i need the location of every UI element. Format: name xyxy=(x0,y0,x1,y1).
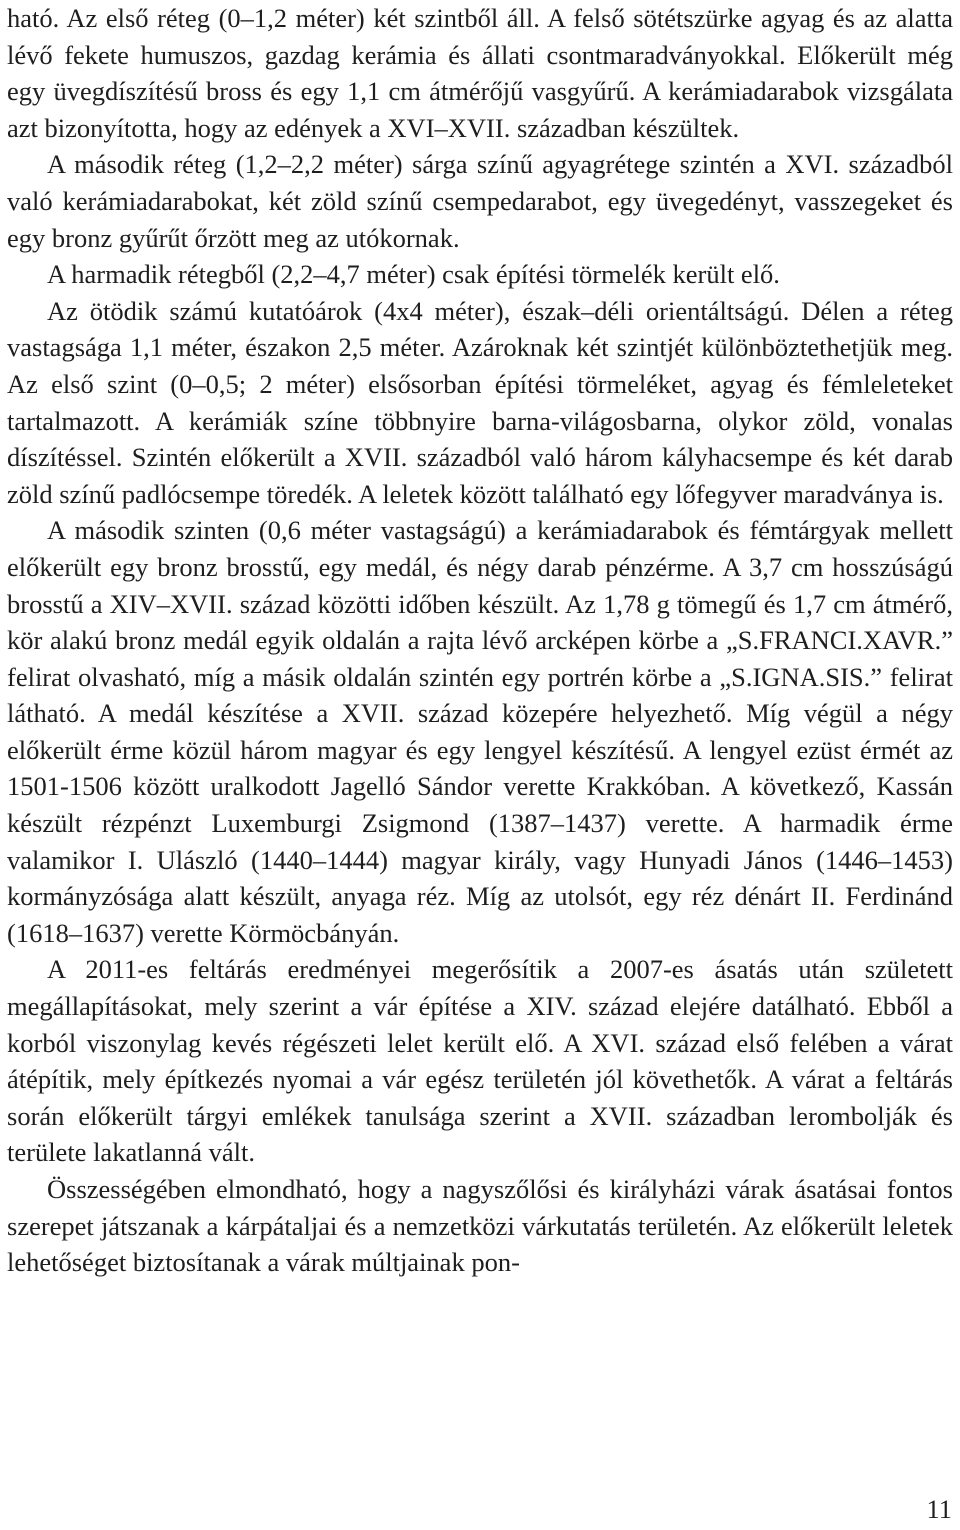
paragraph-2011-excavation: A 2011-es feltárás eredményei megerősítik a 2007-es ásatás után született megállapításokat, mely szerint a vár építése a XIV. század elejére datálható. Ebből a korból viszonylag kevés régészeti lelet került elő. A XVI. század első felében a várat átépítik, mely építkezés nyomai a vár egész területén jól követhetők. A várat a feltárás során előkerült tárgyi emlékek tanulsága szerint a XVII. században lerombolják és területe lakatlanná vált. xyxy=(7,954,953,1168)
paragraph-third-layer: A harmadik rétegből (2,2–4,7 méter) csak építési törmelék került elő. xyxy=(47,259,780,290)
document-page xyxy=(7,0,953,1281)
paragraph-second-layer: A második réteg (1,2–2,2 méter) sárga színű agyagrétege szintén a XVI. századból való kerámiadarabokat, két zöld színű csempedarabot, egy üvegedényt, vasszegeket és egy bronz gyűrűt őrzött meg az utókornak. xyxy=(7,149,953,253)
paragraph-second-level-finds: A második szinten (0,6 méter vastagságú) a kerámiadarabok és fémtárgyak mellett előkerült egy bronz brosstű, egy medál, és négy darab pénzérme. A 3,7 cm hosszúságú brosstű a XIV–XVII. század közötti időben készült. Az 1,78 g tömegű és 1,7 cm átmérő, kör alakú bronz medál egyik oldalán a rajta lévő arcképen körbe a „S.FRANCI.XAVR.” felirat olvasható, míg a másik oldalán szintén egy portrén körbe a „S.IGNA.SIS.” felirat látható. A medál készítése a XVII. század közepére helyezhető. Míg végül a négy előkerült érme közül három magyar és egy lengyel készítésű. A lengyel ezüst érmét az 1501-1506 között uralkodott Jagelló Sándor verette Krakkóban. A következő, Kassán készült rézpénzt Luxemburgi Zsigmond (1387–1437) verette. A harmadik érme valamikor I. Ulászló (1440–1444) magyar király, vagy Hunyadi János (1446–1453) kormányzósága alatt készült, anyaga réz. Míg az utolsót, egy réz dénárt II. Ferdinánd (1618–1637) verette Körmöcbányán. xyxy=(7,515,953,948)
page-number: 11 xyxy=(926,1494,952,1524)
paragraph-first-layer: ható. Az első réteg (0–1,2 méter) két szintből áll. A felső sötétszürke agyag és az alatta lévő fekete humuszos, gazdag kerámia és állati csontmaradványokkal. Előkerült még egy üvegdíszítésű bross és egy 1,1 cm átmérőjű vasgyűrű. A kerámiadarabok vizsgálata azt bizonyította, hogy az edények a XVI–XVII. században készültek. xyxy=(7,3,953,143)
paragraph-fifth-trench: Az ötödik számú kutatóárok (4x4 méter), észak–déli orientáltságú. Délen a réteg vastagsága 1,1 méter, északon 2,5 méter. Azároknak két szintjét különböztethetjük meg. Az első szint (0–0,5; 2 méter) elsősorban építési törmeléket, agyag és fémleleteket tartalmazott. A kerámiák színe többnyire barna-világosbarna, olykor zöld, vonalas díszítéssel. Szintén előkerült a XVII. századból való három kályhacsempe és két darab zöld színű padlócsempe töredék. A leletek között található egy lőfegyver maradványa is. xyxy=(7,295,953,509)
paragraph-summary: Összességében elmondható, hogy a nagyszőlősi és királyházi várak ásatásai fontos szerepet játszanak a kárpátaljai és a nemzetközi várkutatás területén. Az előkerült leletek lehetőséget biztosítanak a várak múltjainak pon- xyxy=(7,1174,953,1278)
